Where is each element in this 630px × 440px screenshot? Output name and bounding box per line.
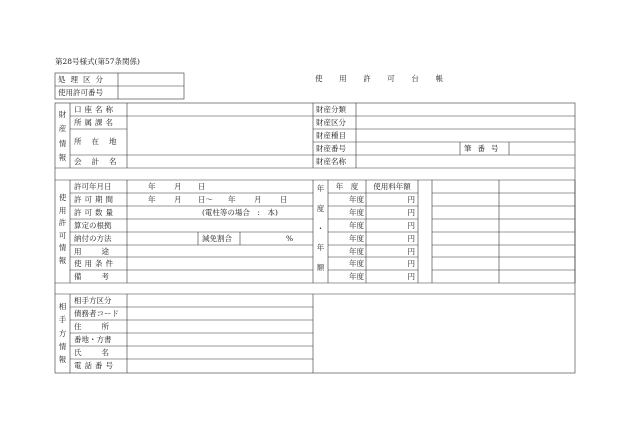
section-char: 度: [316, 203, 325, 213]
period-start-day: 日～: [198, 195, 213, 204]
yen-unit: 円: [407, 272, 415, 281]
yen-unit: 円: [407, 208, 415, 217]
location-field[interactable]: [128, 130, 312, 154]
year-unit: 年度: [349, 221, 364, 230]
remarks-field[interactable]: [128, 271, 312, 282]
section-char: 報: [58, 255, 67, 265]
accounting-field[interactable]: [128, 156, 312, 167]
property-division-label: 財産区分: [316, 118, 346, 127]
property-name-field[interactable]: [357, 156, 574, 167]
yen-unit: 円: [407, 247, 415, 256]
reduction-rate-label: 減免割合: [202, 234, 232, 243]
permit-date-year: 年: [148, 182, 156, 191]
section-char: 報: [58, 355, 67, 364]
payment-method-label: 納付の方法: [74, 234, 112, 243]
property-category-label: 財産分類: [316, 105, 346, 114]
fee-column-header: 使用料年額: [373, 182, 411, 191]
year-column-header: 年 度: [335, 182, 359, 191]
department-label: 所属課名: [74, 118, 116, 127]
period-end-month: 月: [254, 195, 262, 204]
address-field[interactable]: [128, 321, 312, 332]
document-title-char: 台: [411, 74, 419, 83]
document-title-char: 可: [387, 74, 395, 83]
period-start-year: 年: [148, 195, 156, 204]
section-char: 相: [58, 302, 67, 311]
yen-unit: 円: [407, 234, 415, 243]
conditions-label: 使用条件: [74, 259, 116, 268]
yen-unit: 円: [407, 195, 415, 204]
section-char: 用: [58, 205, 67, 215]
phone-field[interactable]: [128, 360, 312, 372]
form-number-title: 第28号様式(第57条関係): [55, 57, 140, 66]
property-category-field[interactable]: [357, 104, 574, 115]
section-char: 手: [58, 315, 67, 325]
yen-unit: 円: [407, 259, 415, 268]
document-title-char: 帳: [435, 74, 443, 83]
document-title-char: 許: [363, 74, 371, 83]
lot-number-field[interactable]: [510, 143, 574, 154]
permit-number-label: 使用許可番号: [58, 88, 103, 97]
lot-address-label: 番地・方書: [74, 335, 112, 344]
section-char: 方: [58, 328, 67, 338]
reduction-rate-field[interactable]: [241, 233, 283, 244]
document-title-char: 用: [339, 74, 347, 83]
accounting-label: 会計名: [74, 157, 127, 166]
section-char: 産: [58, 124, 67, 134]
location-label: 所在地: [74, 137, 127, 146]
processing-type-field[interactable]: [119, 74, 183, 85]
section-char: 情: [58, 341, 67, 351]
section-char: 情: [58, 138, 67, 148]
property-section-label: [57, 110, 68, 162]
address-label: 住所: [74, 322, 129, 331]
section-char: 使: [58, 193, 67, 202]
section-char: 許: [58, 218, 67, 228]
section-char: 年: [316, 243, 325, 253]
section-char: 可: [58, 230, 67, 240]
basis-field[interactable]: [128, 220, 312, 231]
phone-label: 電話番号: [74, 361, 116, 370]
period-end-year: 年: [228, 195, 236, 204]
creditor-code-field[interactable]: [128, 308, 312, 319]
property-kind-field[interactable]: [357, 130, 574, 141]
account-name-label: 口座名称: [74, 105, 116, 114]
property-number-field[interactable]: [357, 143, 459, 154]
section-char: 情: [58, 243, 67, 253]
payment-method-field[interactable]: [128, 233, 197, 244]
counterparty-section-label: [57, 302, 68, 364]
counterparty-type-label: 相手方区分: [74, 296, 112, 305]
property-number-label: 財産番号: [316, 144, 346, 153]
section-char: 財: [58, 110, 67, 119]
year-unit: 年度: [349, 272, 364, 281]
year-unit: 年度: [349, 234, 364, 243]
property-kind-label: 財産種目: [316, 131, 346, 140]
processing-type-label: [58, 75, 116, 85]
quantity-note: (電柱等の場合 : 本): [202, 208, 278, 217]
account-name-field[interactable]: [128, 104, 312, 115]
name-field[interactable]: [128, 347, 312, 358]
department-field[interactable]: [128, 117, 312, 128]
section-char: 報: [58, 152, 67, 162]
permit-number-field[interactable]: [119, 87, 183, 98]
section-char: 年: [316, 184, 325, 193]
property-division-field[interactable]: [357, 117, 574, 128]
usage-field[interactable]: [128, 246, 312, 256]
lot-address-field[interactable]: [128, 334, 312, 345]
year-unit: 年度: [349, 195, 364, 204]
period-end-day: 日: [280, 195, 288, 204]
conditions-field[interactable]: [128, 258, 312, 269]
permit-quantity-label: 許可数量: [74, 208, 116, 217]
document-title: [315, 74, 443, 84]
yearly-fee-section-label: [315, 184, 326, 272]
yen-unit: 円: [407, 221, 415, 230]
counterparty-type-field[interactable]: [128, 295, 312, 306]
processing-type-text: 処理区分: [58, 75, 108, 84]
permit-date-day: 日: [198, 182, 206, 191]
permit-date-month: 月: [174, 182, 182, 191]
year-unit: 年度: [349, 247, 364, 256]
remarks-label: 備考: [74, 272, 129, 281]
property-name-label: 財産名称: [316, 157, 346, 166]
section-char: ・: [316, 223, 325, 233]
permit-section-label: [57, 193, 68, 265]
lot-number-label: 筆番号: [464, 144, 505, 153]
year-unit: 年度: [349, 259, 364, 268]
permit-period-label: 許可期間: [74, 195, 116, 204]
permit-date-label: 許可年月日: [74, 182, 112, 191]
usage-label: 用途: [74, 247, 129, 256]
period-start-month: 月: [174, 195, 182, 204]
section-char: 額: [316, 263, 325, 272]
name-label: 氏名: [74, 348, 129, 357]
basis-label: 算定の根拠: [74, 221, 112, 230]
reduction-rate-unit: %: [286, 234, 294, 243]
year-unit: 年度: [349, 208, 364, 217]
creditor-code-label: 債務者コード: [74, 309, 119, 318]
document-title-char: 使: [315, 74, 323, 83]
